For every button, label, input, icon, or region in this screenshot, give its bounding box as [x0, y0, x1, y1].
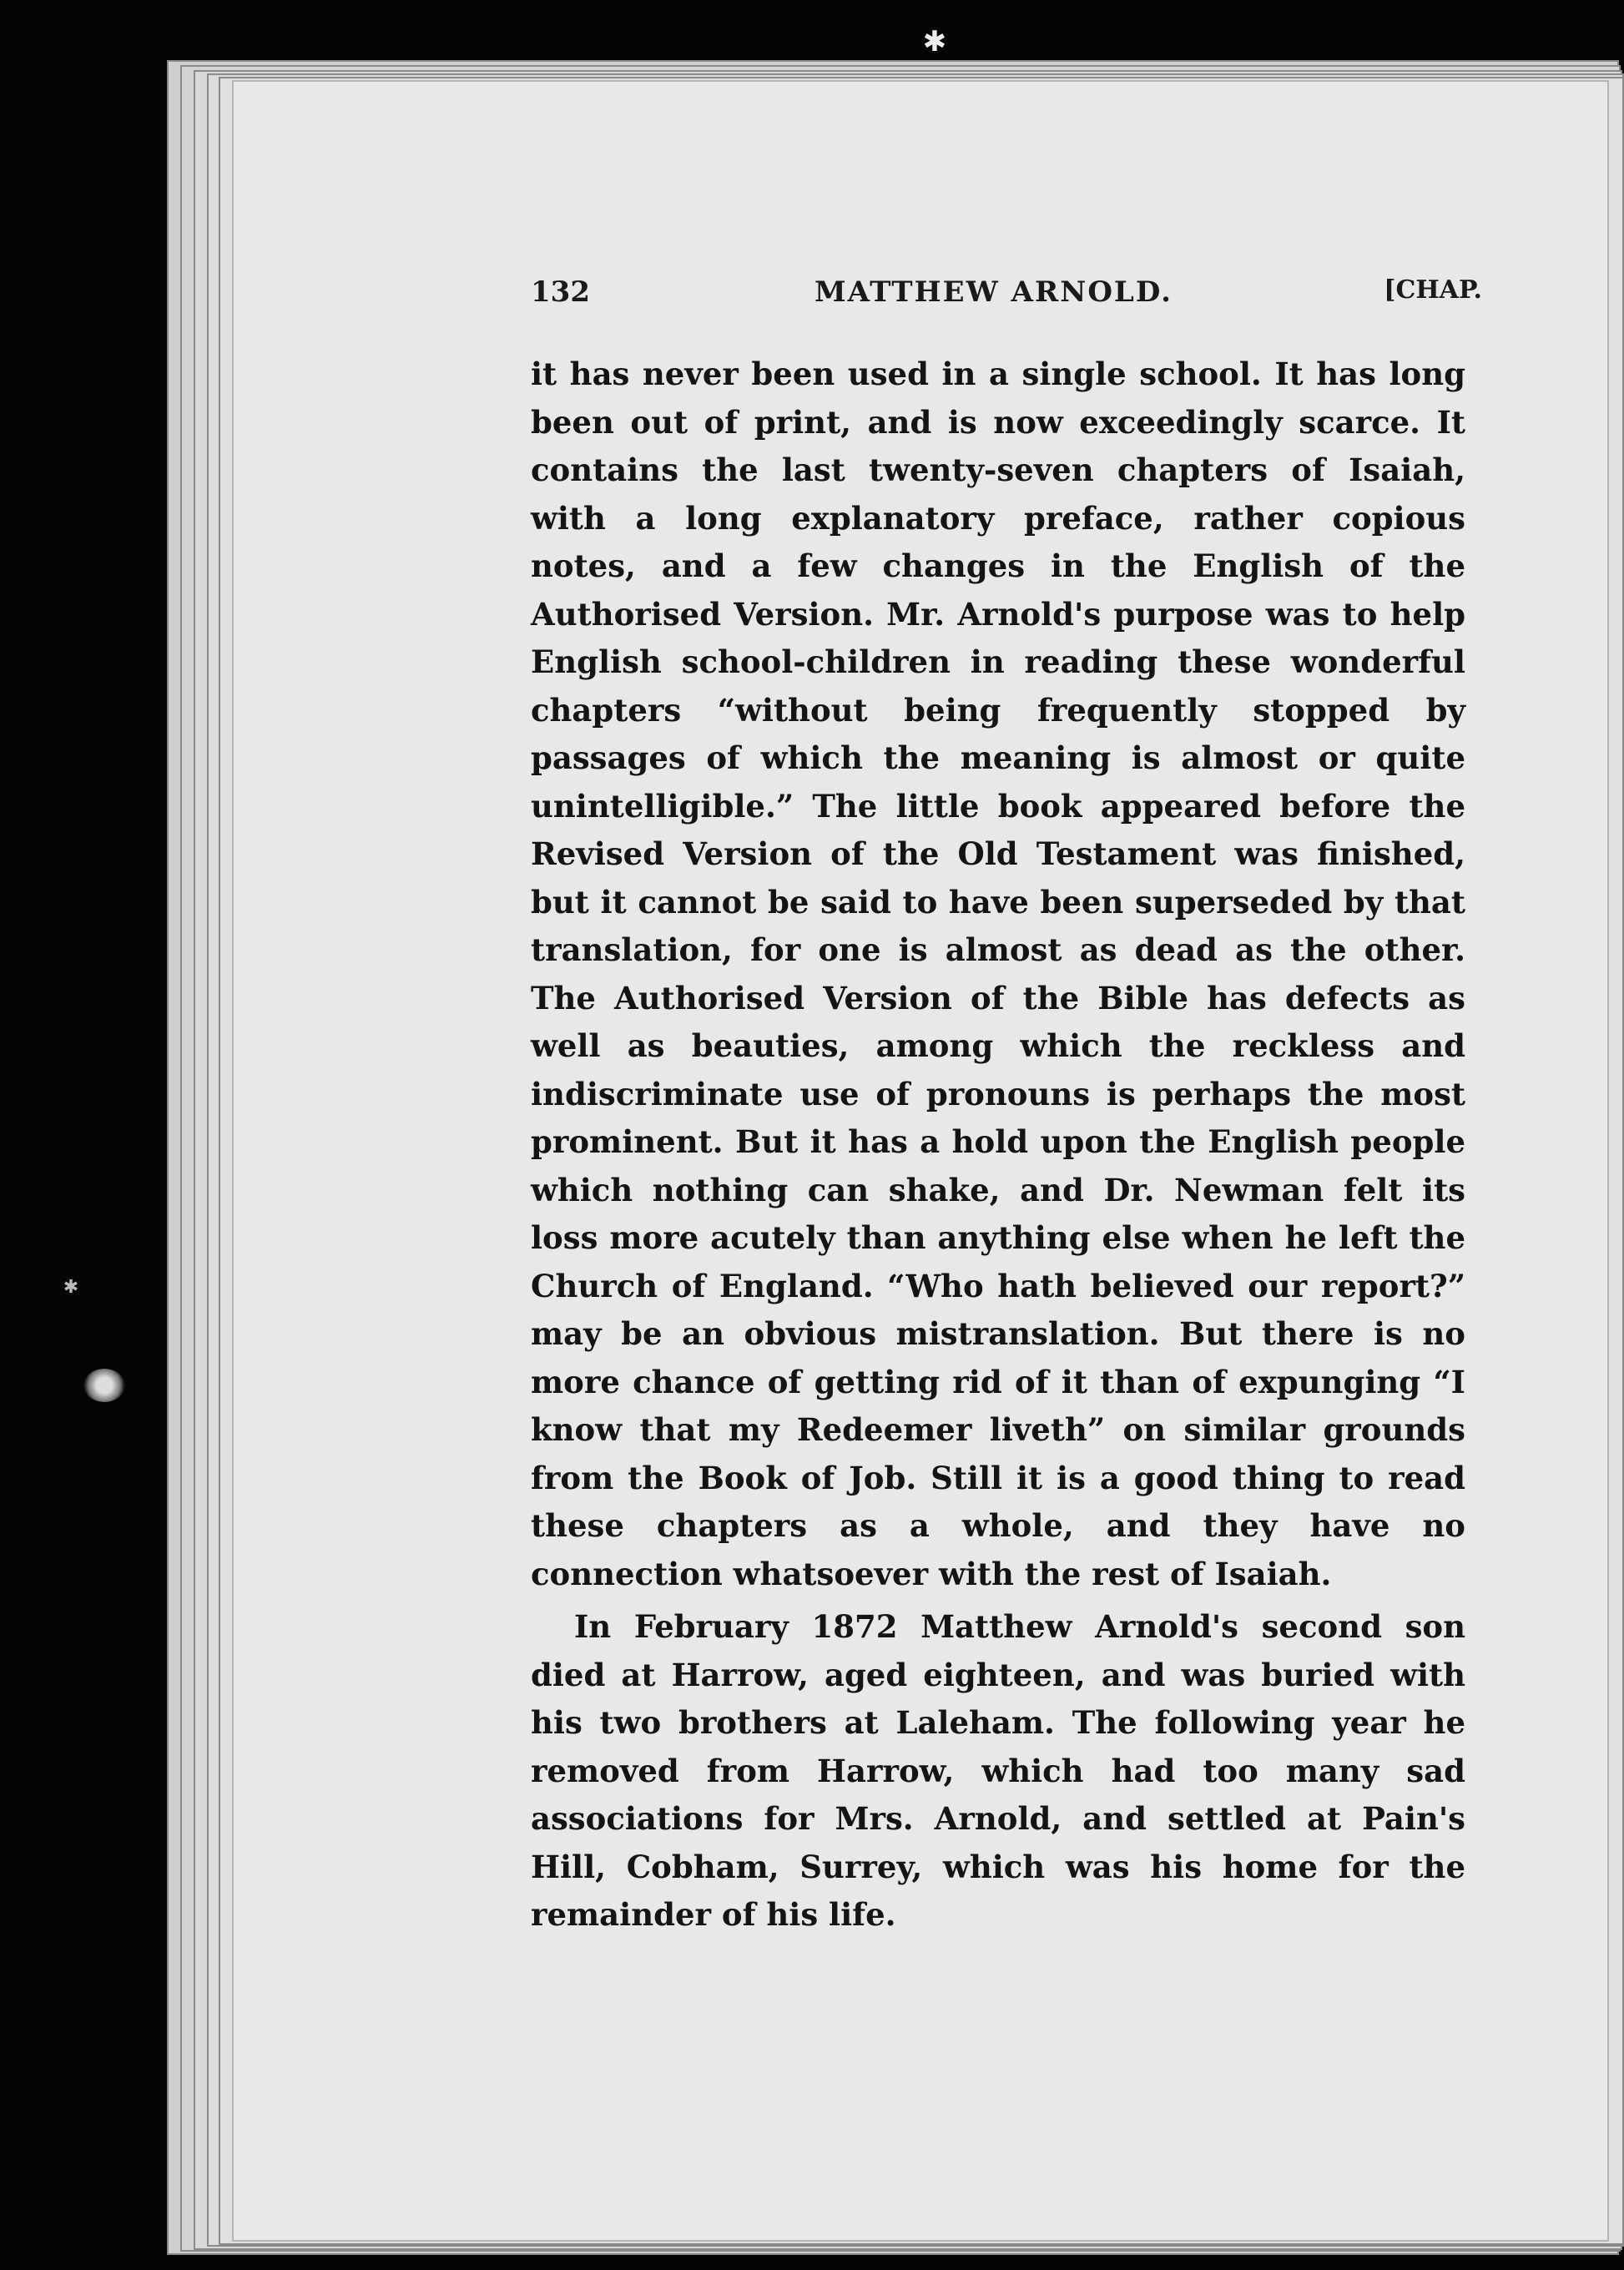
- paragraph: it has never been used in a single school. It has long been out of print, and is now exceedingly scarce. It contains the last twenty-seven chapters of Isaiah, with a long explanatory preface, rather copious notes, and a few changes in the English of the Authorised Version. Mr. Arnold's purpose was to help English school-children in reading these wonderful chapters “without being frequently stopped by passages of which the meaning is almost or quite unintelligible.” The little book appeared before the Revised Version of the Old Testament was finished, but it cannot be said to have been superseded by that translation, for one is almost as dead as the other. The Authorised Version of the Bible has defects as well as beauties, among which the reckless and indiscriminate use of pronouns is perhaps the most prominent. But it has a hold upon the English people which nothing can shake, and Dr. Newman felt its loss more acutely than anything else when he left the Church of England. “Who hath believed our report?” may be an obvious mistranslation. But there is no more chance of getting rid of it than of expunging “I know that my Redeemer liveth” on similar grounds from the Book of Job. Still it is a good thing to read these chapters as a whole, and they have no connection whatsoever with the rest of Isaiah.: [531, 356, 1465, 1592]
- chapter-marker: [CHAP.: [1384, 275, 1482, 305]
- scan-speck: ✱: [922, 25, 947, 58]
- page-number: 132: [531, 275, 590, 309]
- binding-hole: [83, 1369, 125, 1402]
- running-title: MATTHEW ARNOLD.: [815, 275, 1173, 309]
- body-text: [531, 351, 1465, 1940]
- paragraph: In February 1872 Matthew Arnold's second son died at Harrow, aged eighteen, and was buried with his two brothers at Laleham. The following year he removed from Harrow, which had too many sad associations for Mrs. Arnold, and settled at Pain's Hill, Cobham, Surrey, which was his home for the remainder of his life.: [531, 1608, 1465, 1933]
- running-header: [531, 267, 1482, 317]
- scan-speck: ✱: [63, 1277, 79, 1298]
